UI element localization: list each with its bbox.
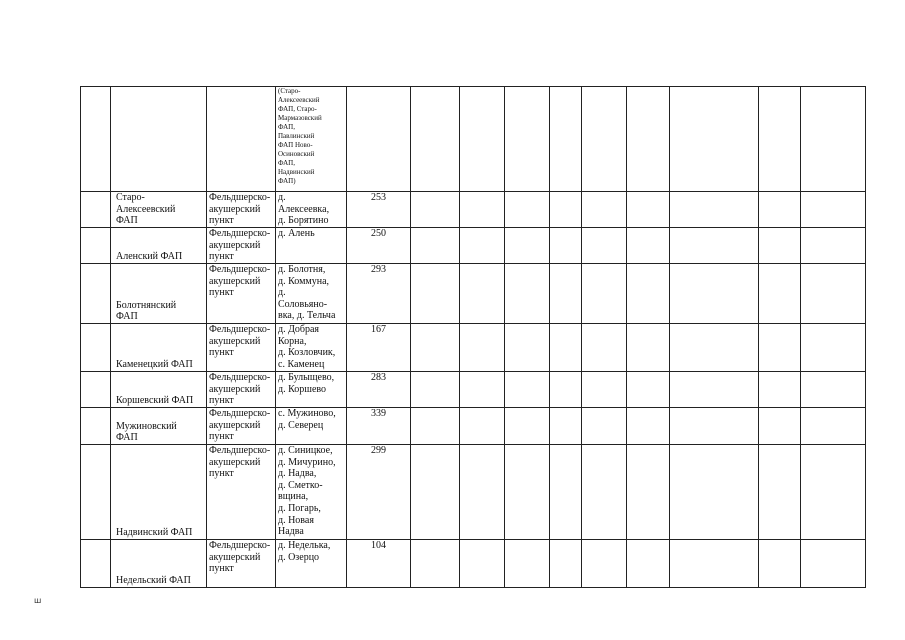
- table-cell: [81, 324, 111, 372]
- table-row: [81, 228, 866, 264]
- facility-type: Фельдшерско- акушерский пункт: [209, 228, 271, 263]
- facility-type: Фельдшерско- акушерский пункт: [209, 264, 271, 299]
- facility-name: Аленский ФАП: [116, 251, 183, 263]
- table-cell: [81, 540, 111, 588]
- population-value: 167: [371, 324, 386, 335]
- table-cell: [460, 540, 505, 588]
- table-cell: [505, 408, 550, 445]
- table-cell: [759, 445, 801, 540]
- population-value: 253: [371, 192, 386, 203]
- localities-text: д. Алексеевка, д. Борятино: [278, 192, 330, 227]
- localities-text: (Старо- Алексеевский ФАП, Старо- Мармазовский ФАП, Павлинский ФАП Ново- Осиновский ФАП, Надвинский ФАП): [278, 87, 322, 185]
- table-cell: [207, 264, 276, 324]
- table-cell: [111, 264, 207, 324]
- table-cell: [582, 87, 627, 192]
- table-cell: [347, 445, 411, 540]
- localities-text: д. Неделька, д. Озерцо: [278, 540, 331, 563]
- table-cell: [759, 264, 801, 324]
- table-cell: [81, 264, 111, 324]
- facility-type: Фельдшерско- акушерский пункт: [209, 445, 271, 480]
- table-cell: [627, 372, 670, 408]
- table-body: [81, 87, 866, 588]
- table-cell: [627, 87, 670, 192]
- table-cell: [276, 408, 347, 445]
- table-row: [81, 372, 866, 408]
- table-row: [81, 324, 866, 372]
- table-cell: [801, 324, 866, 372]
- table-row: [81, 445, 866, 540]
- facility-name: Мужиновский ФАП: [116, 420, 177, 444]
- table-cell: [627, 228, 670, 264]
- table-cell: [81, 192, 111, 228]
- table-cell: [81, 228, 111, 264]
- table-cell: [505, 324, 550, 372]
- table-cell: [81, 372, 111, 408]
- table-cell: [111, 228, 207, 264]
- table-cell: [460, 192, 505, 228]
- table-cell: [207, 408, 276, 445]
- facility-type: Фельдшерско- акушерский пункт: [209, 372, 271, 407]
- table-cell: [801, 87, 866, 192]
- table-cell: [276, 192, 347, 228]
- table-cell: [505, 228, 550, 264]
- table-cell: [276, 445, 347, 540]
- table-cell: [550, 228, 582, 264]
- table-cell: [582, 372, 627, 408]
- population-value: 283: [371, 372, 386, 383]
- table-cell: [627, 408, 670, 445]
- table-cell: [627, 324, 670, 372]
- table-cell: [582, 264, 627, 324]
- table-cell: [505, 192, 550, 228]
- table-cell: [81, 408, 111, 445]
- table-cell: [347, 228, 411, 264]
- table-cell: [627, 540, 670, 588]
- table-cell: [582, 192, 627, 228]
- table-cell: [111, 408, 207, 445]
- table-cell: [505, 87, 550, 192]
- table-cell: [347, 87, 411, 192]
- table-cell: [550, 264, 582, 324]
- table-cell: [582, 540, 627, 588]
- table-cell: [347, 264, 411, 324]
- table-cell: [801, 264, 866, 324]
- table-cell: [670, 87, 759, 192]
- table-cell: [460, 372, 505, 408]
- table-cell: [411, 192, 460, 228]
- table-cell: [411, 372, 460, 408]
- table-cell: [759, 408, 801, 445]
- table-cell: [460, 264, 505, 324]
- table-cell: [550, 540, 582, 588]
- table-cell: [582, 324, 627, 372]
- facility-type: Фельдшерско- акушерский пункт: [209, 408, 271, 443]
- table-cell: [276, 264, 347, 324]
- table-cell: [81, 87, 111, 192]
- facility-name: Недельский ФАП: [116, 575, 191, 587]
- table-cell: [505, 540, 550, 588]
- table-cell: [582, 228, 627, 264]
- table-cell: [460, 228, 505, 264]
- table-cell: [111, 324, 207, 372]
- table-cell: [411, 87, 460, 192]
- table-cell: [759, 324, 801, 372]
- table-cell: [411, 540, 460, 588]
- table-cell: [411, 228, 460, 264]
- table-cell: [460, 87, 505, 192]
- table-cell: [801, 408, 866, 445]
- table-cell: [627, 264, 670, 324]
- table-cell: [111, 87, 207, 192]
- margin-mark: ш: [34, 596, 42, 605]
- table-cell: [347, 192, 411, 228]
- table-cell: [801, 372, 866, 408]
- population-value: 293: [371, 264, 386, 275]
- table-row: [81, 540, 866, 588]
- table-row: [81, 264, 866, 324]
- table-cell: [207, 445, 276, 540]
- table-cell: [670, 445, 759, 540]
- population-value: 250: [371, 228, 386, 239]
- table-cell: [670, 408, 759, 445]
- table-cell: [276, 228, 347, 264]
- table-cell: [550, 408, 582, 445]
- table-cell: [759, 372, 801, 408]
- table-cell: [111, 192, 207, 228]
- facility-name: Надвинский ФАП: [116, 527, 193, 539]
- table-cell: [411, 445, 460, 540]
- table-cell: [276, 87, 347, 192]
- facilities-table: [80, 86, 866, 588]
- table-cell: [347, 324, 411, 372]
- table-cell: [460, 324, 505, 372]
- facility-type: Фельдшерско- акушерский пункт: [209, 540, 271, 575]
- table-cell: [759, 87, 801, 192]
- table-cell: [627, 445, 670, 540]
- table-cell: [207, 324, 276, 372]
- table-cell: [801, 228, 866, 264]
- table-cell: [670, 228, 759, 264]
- table-cell: [670, 540, 759, 588]
- population-value: 104: [371, 540, 386, 551]
- localities-text: д. Добрая Корна, д. Козловчик, с. Каменец: [278, 324, 336, 370]
- table-cell: [505, 372, 550, 408]
- table-cell: [801, 445, 866, 540]
- population-value: 339: [371, 408, 386, 419]
- population-value: 299: [371, 445, 386, 456]
- table-cell: [81, 445, 111, 540]
- table-cell: [759, 228, 801, 264]
- table-cell: [505, 445, 550, 540]
- table-cell: [276, 324, 347, 372]
- table-row: [81, 87, 866, 192]
- table-cell: [207, 192, 276, 228]
- table-cell: [505, 264, 550, 324]
- table-cell: [411, 408, 460, 445]
- table-cell: [207, 540, 276, 588]
- table-cell: [550, 324, 582, 372]
- localities-text: д. Болотня, д. Коммуна, д. Соловьяно- вка, д. Тельча: [278, 264, 336, 322]
- facility-name: Болотнянский ФАП: [116, 299, 177, 323]
- table-cell: [670, 372, 759, 408]
- table-cell: [207, 87, 276, 192]
- table-cell: [207, 372, 276, 408]
- table-cell: [111, 372, 207, 408]
- table-cell: [550, 445, 582, 540]
- facility-type: Фельдшерско- акушерский пункт: [209, 192, 271, 227]
- table-cell: [801, 192, 866, 228]
- table-cell: [670, 324, 759, 372]
- table-cell: [550, 372, 582, 408]
- table-cell: [347, 408, 411, 445]
- table-cell: [670, 264, 759, 324]
- table-cell: [460, 408, 505, 445]
- table-cell: [347, 372, 411, 408]
- table-row: [81, 192, 866, 228]
- table-cell: [759, 540, 801, 588]
- table-cell: [801, 540, 866, 588]
- localities-text: д. Синицкое, д. Мичурино, д. Надва, д. Сметко- вщина, д. Погарь, д. Новая Надва: [278, 445, 336, 538]
- table-cell: [207, 228, 276, 264]
- table-cell: [627, 192, 670, 228]
- table-cell: [460, 445, 505, 540]
- table-cell: [582, 408, 627, 445]
- table-cell: [582, 445, 627, 540]
- table-cell: [670, 192, 759, 228]
- table-cell: [276, 540, 347, 588]
- table-cell: [276, 372, 347, 408]
- table-cell: [347, 540, 411, 588]
- table-cell: [759, 192, 801, 228]
- table-cell: [111, 540, 207, 588]
- facility-name: Старо- Алексеевский ФАП: [116, 192, 176, 227]
- localities-text: с. Мужиново, д. Северец: [278, 408, 336, 431]
- facility-name: Коршевский ФАП: [116, 395, 194, 407]
- facility-type: Фельдшерско- акушерский пункт: [209, 324, 271, 359]
- table-cell: [550, 192, 582, 228]
- localities-text: д. Булыщево, д. Коршево: [278, 372, 335, 395]
- table-row: [81, 408, 866, 445]
- localities-text: д. Алень: [278, 228, 315, 239]
- table-cell: [550, 87, 582, 192]
- facility-name: Каменецкий ФАП: [116, 359, 193, 371]
- table-cell: [411, 324, 460, 372]
- table-cell: [411, 264, 460, 324]
- table-cell: [111, 445, 207, 540]
